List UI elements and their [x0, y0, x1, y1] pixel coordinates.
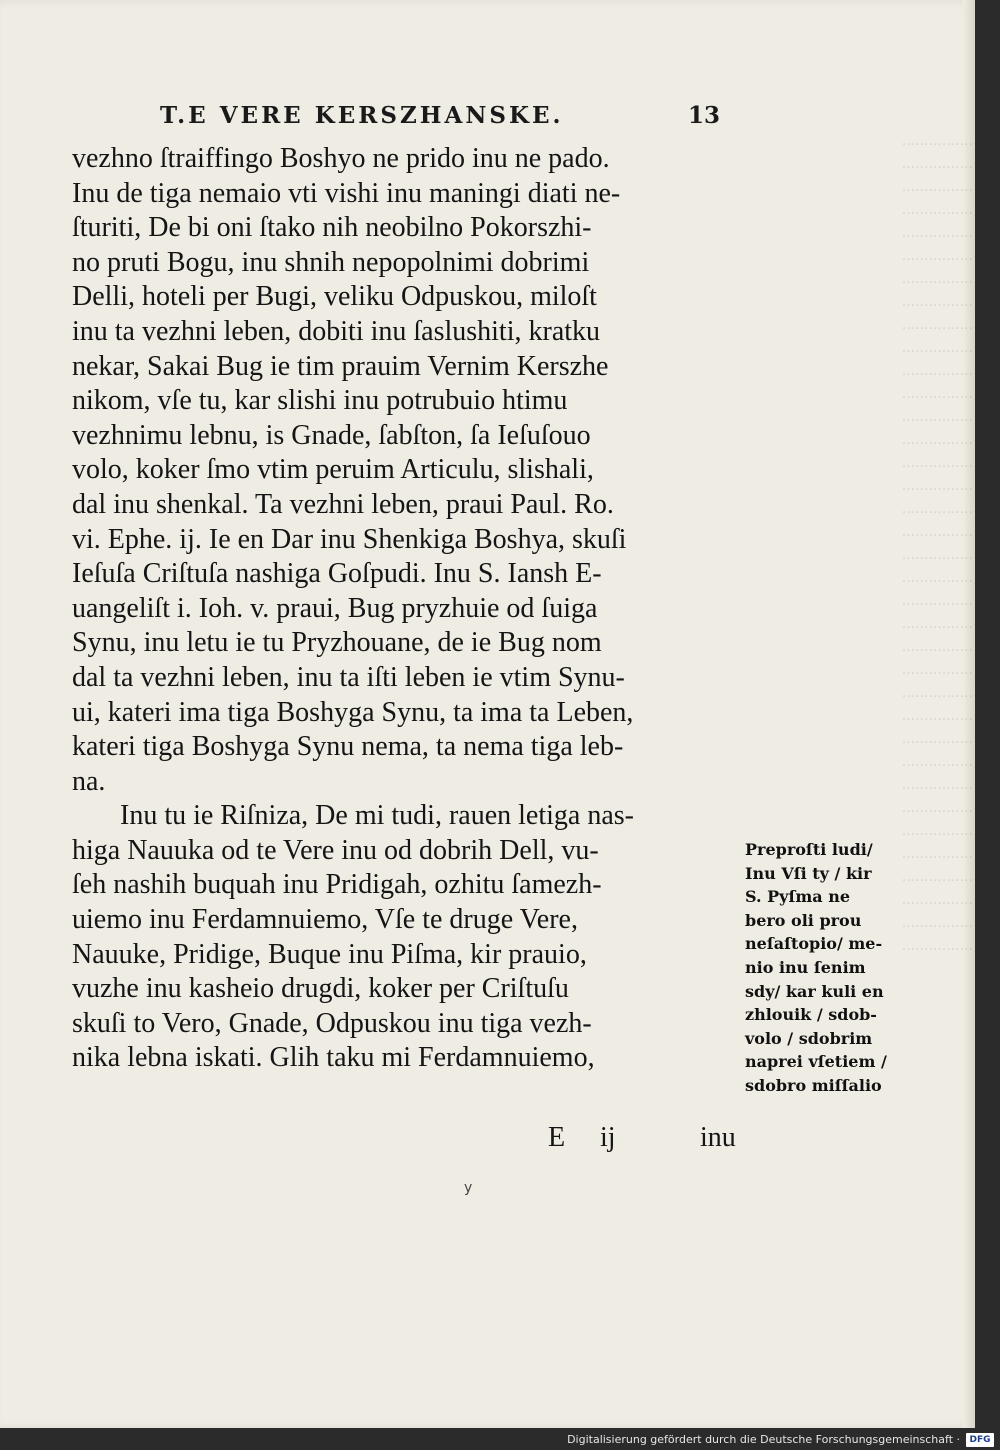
- signature-number: ij: [600, 1122, 616, 1153]
- text-line: nikom, vſe tu, kar slishi inu potrubuio htimu: [72, 385, 568, 417]
- marginal-line: naprei vſetiem /: [745, 1052, 887, 1072]
- page-number: 13: [687, 102, 720, 129]
- text-line: Synu, inu letu ie tu Pryzhouane, de ie Bug nom: [72, 627, 602, 659]
- signature-letter: E: [548, 1122, 566, 1153]
- marginal-line: volo / sdobrim: [745, 1028, 873, 1048]
- digitization-credit: Digitalisierung gefördert durch die Deutsche Forschungsgemeinschaft ·: [567, 1432, 960, 1446]
- text-line: vezhno ſtraiffingo Boshyo ne prido inu ne pado.: [72, 143, 610, 174]
- text-line: inu ta vezhni leben, dobiti inu ſaslushiti, kratku: [72, 315, 601, 347]
- text-line: uangeliſt i. Ioh. v. praui, Bug pryzhuie od ſuiga: [72, 592, 598, 624]
- text-line: Delli, hoteli per Bugi, veliku Odpuskou, miloſt: [72, 281, 597, 313]
- bleed-through-text: ................ ................ ................ ................ ................ ................ ................ ................ ................ ................ ................ ................ ................ ................ ................ ................ ................ ................ ................ ................ ................ ................ ................ ................ ................ ................ ................ ................ ................ ................ ................ ................ ................ ................ ................ ................: [901, 133, 973, 954]
- marginal-line: bero oli prou: [745, 910, 862, 930]
- text-line: ſeh nashih buquah inu Pridigah, ozhitu ſamezh-: [72, 869, 602, 901]
- dfg-logo-icon[interactable]: DFG: [966, 1433, 994, 1447]
- text-line: na.: [72, 765, 106, 797]
- text-line: nika lebna iskati. Glih taku mi Ferdamnuiemo,: [72, 1042, 595, 1074]
- marginal-note: [745, 838, 973, 1098]
- text-line: ſturiti, De bi oni ſtako nih neobilno Pokorszhi-: [72, 212, 592, 244]
- text-line: higa Nauuka od te Vere inu od dobrih Dell, vu-: [72, 834, 599, 866]
- text-line: uiemo inu Ferdamnuiemo, Vſe te druge Vere,: [72, 904, 578, 936]
- text-line: Nauuke, Pridige, Buque inu Piſma, kir prauio,: [72, 938, 587, 970]
- marginal-line: sdobro miſſalio: [745, 1075, 882, 1095]
- text-line: skuſi to Vero, Gnade, Odpuskou inu tiga vezh-: [72, 1007, 592, 1039]
- text-line: dal ta vezhni leben, inu ta iſti leben ie vtim Synu-: [72, 661, 625, 693]
- text-line: dal inu shenkal. Ta vezhni leben, praui Paul. Ro.: [72, 488, 614, 520]
- text-line: Ieſuſa Criſtuſa nashiga Goſpudi. Inu S. Iansh E-: [72, 558, 602, 590]
- small-mark: y: [464, 1180, 473, 1196]
- text-line: no pruti Bogu, inu shnih nepopolnimi dobrimi: [72, 246, 590, 278]
- catchword: inu: [700, 1122, 736, 1153]
- running-head: [160, 102, 720, 132]
- marginal-line: zhlouik / sdob-: [745, 1005, 877, 1025]
- text-line: vezhnimu lebnu, is Gnade, ſabſton, ſa Ieſuſouo: [72, 419, 591, 451]
- marginal-line: Inu Vſi ty / kir: [745, 863, 872, 883]
- body-text: [72, 142, 772, 1076]
- marginal-line: sdy/ kar kuli en: [745, 981, 884, 1001]
- text-line: Inu tu ie Riſniza, De mi tudi, rauen letiga nas-: [120, 800, 634, 832]
- catchline: [0, 1122, 975, 1162]
- text-line: ui, kateri ima tiga Boshyga Synu, ta ima ta Leben,: [72, 696, 634, 728]
- text-line: vuzhe inu kasheio drugdi, koker per Criſtuſu: [72, 973, 569, 1005]
- running-title: T.E VERE KERSZHANSKE.: [160, 102, 564, 129]
- marginal-line: Preproſti ludi/: [745, 840, 873, 859]
- text-line: Inu de tiga nemaio vti vishi inu maningi diati ne-: [72, 177, 621, 209]
- text-line: volo, koker ſmo vtim peruim Articulu, slishali,: [72, 454, 594, 486]
- text-line: vi. Ephe. ij. Ie en Dar inu Shenkiga Boshya, skuſi: [72, 523, 627, 555]
- text-line: nekar, Sakai Bug ie tim prauim Vernim Kerszhe: [72, 350, 609, 382]
- marginal-line: S. Pyſma ne: [745, 887, 851, 907]
- marginal-line: neſaſtopio/ me-: [745, 934, 883, 954]
- text-line: kateri tiga Boshyga Synu nema, ta nema tiga leb-: [72, 731, 624, 763]
- marginal-line: nio inu ſenim: [745, 957, 866, 977]
